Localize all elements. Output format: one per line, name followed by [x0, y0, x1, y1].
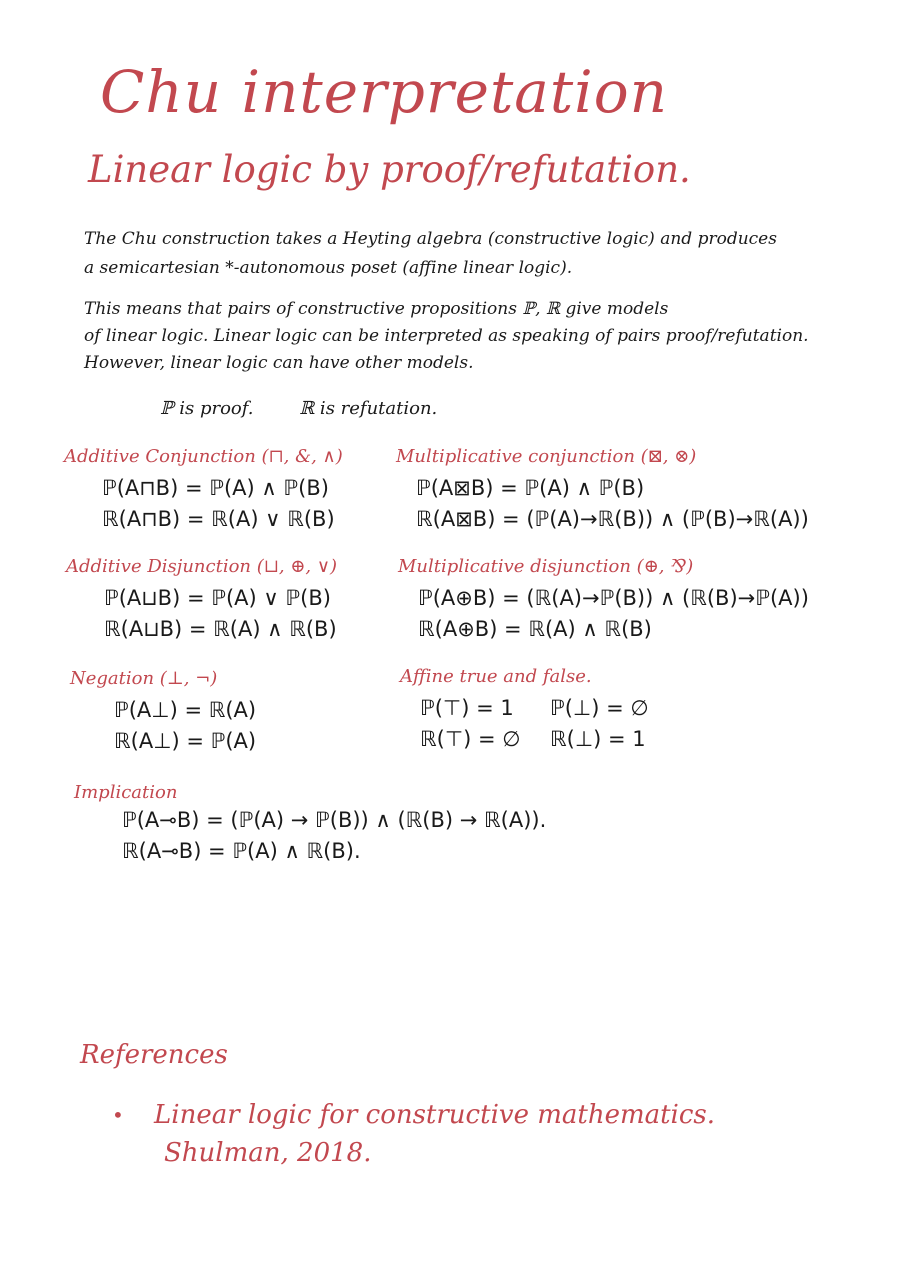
equation: ℙ(⊥) = ∅: [550, 696, 649, 720]
section-heading: Affine true and false.: [400, 666, 592, 687]
equation: ℙ(A⊓B) = ℙ(A) ∧ ℙ(B): [102, 476, 329, 500]
equation: ℝ(⊥) = 1: [550, 727, 646, 751]
section-heading: Negation (⊥, ¬): [70, 668, 218, 689]
reference-author-year: Shulman, 2018.: [164, 1138, 372, 1168]
section-additive-disjunction: [66, 556, 337, 645]
refutation-definition: ℝ is refutation.: [299, 398, 438, 419]
section-heading: Additive Disjunction (⊔, ⊕, ∨): [66, 556, 338, 577]
section-negation: [70, 668, 256, 757]
equation: ℝ(A⊓B) = ℝ(A) ∨ ℝ(B): [102, 507, 335, 531]
equation: ℝ(A⊔B) = ℝ(A) ∧ ℝ(B): [104, 617, 337, 641]
section-affine-true-false: [400, 666, 680, 755]
equation: ℙ(A⊕B) = (ℝ(A)→ℙ(B)) ∧ (ℝ(B)→ℙ(A)): [418, 586, 809, 610]
proof-definition: ℙ is proof.: [160, 398, 254, 419]
equation: ℙ(A⊸B) = (ℙ(A) → ℙ(B)) ∧ (ℝ(B) → ℝ(A)).: [122, 808, 547, 832]
equation: ℙ(A⊠B) = ℙ(A) ∧ ℙ(B): [416, 476, 645, 500]
equation: ℙ(A⊥) = ℝ(A): [114, 698, 257, 722]
bullet-icon: •: [112, 1103, 124, 1127]
section-heading: Multiplicative disjunction (⊕, ⅋): [398, 556, 694, 577]
section-heading: Additive Conjunction (⊓, &, ∧): [64, 446, 343, 467]
page-subtitle: Linear logic by proof/refutation.: [88, 148, 691, 191]
equation: ℝ(A⊥) = ℙ(A): [114, 729, 257, 753]
reference-item: [112, 1096, 715, 1172]
section-heading: Implication: [74, 782, 178, 803]
equation: ℝ(⊤) = ∅: [420, 727, 521, 751]
reference-title: Linear logic for constructive mathematics.: [154, 1100, 716, 1130]
intro-paragraph-2: [84, 296, 844, 377]
references-heading: References: [80, 1040, 228, 1070]
section-additive-conjunction: [64, 446, 343, 535]
intro-paragraph-1: [84, 226, 844, 282]
intro-line: a semicartesian *-autonomous poset (affine linear logic).: [84, 258, 573, 278]
references-section: [80, 1040, 716, 1168]
intro-line: of linear logic. Linear logic can be interpreted as speaking of pairs proof/refutation.: [84, 326, 809, 346]
section-implication: [74, 782, 546, 867]
equation: ℙ(A⊔B) = ℙ(A) ∨ ℙ(B): [104, 586, 331, 610]
proof-refutation-definitions: [160, 398, 437, 419]
equation: ℝ(A⊕B) = ℝ(A) ∧ ℝ(B): [418, 617, 652, 641]
equation: ℝ(A⊸B) = ℙ(A) ∧ ℝ(B).: [122, 839, 361, 863]
intro-line: This means that pairs of constructive propositions ℙ, ℝ give models: [84, 299, 669, 319]
equation: ℙ(⊤) = 1: [420, 696, 514, 720]
intro-line: However, linear logic can have other models.: [84, 353, 474, 373]
equation: ℝ(A⊠B) = (ℙ(A)→ℝ(B)) ∧ (ℙ(B)→ℝ(A)): [416, 507, 809, 531]
section-multiplicative-conjunction: [396, 446, 809, 535]
page-title: Chu interpretation: [100, 58, 668, 126]
section-heading: Multiplicative conjunction (⊠, ⊗): [396, 446, 697, 467]
intro-line: The Chu construction takes a Heyting algebra (constructive logic) and produces: [84, 229, 777, 249]
section-multiplicative-disjunction: [398, 556, 809, 645]
